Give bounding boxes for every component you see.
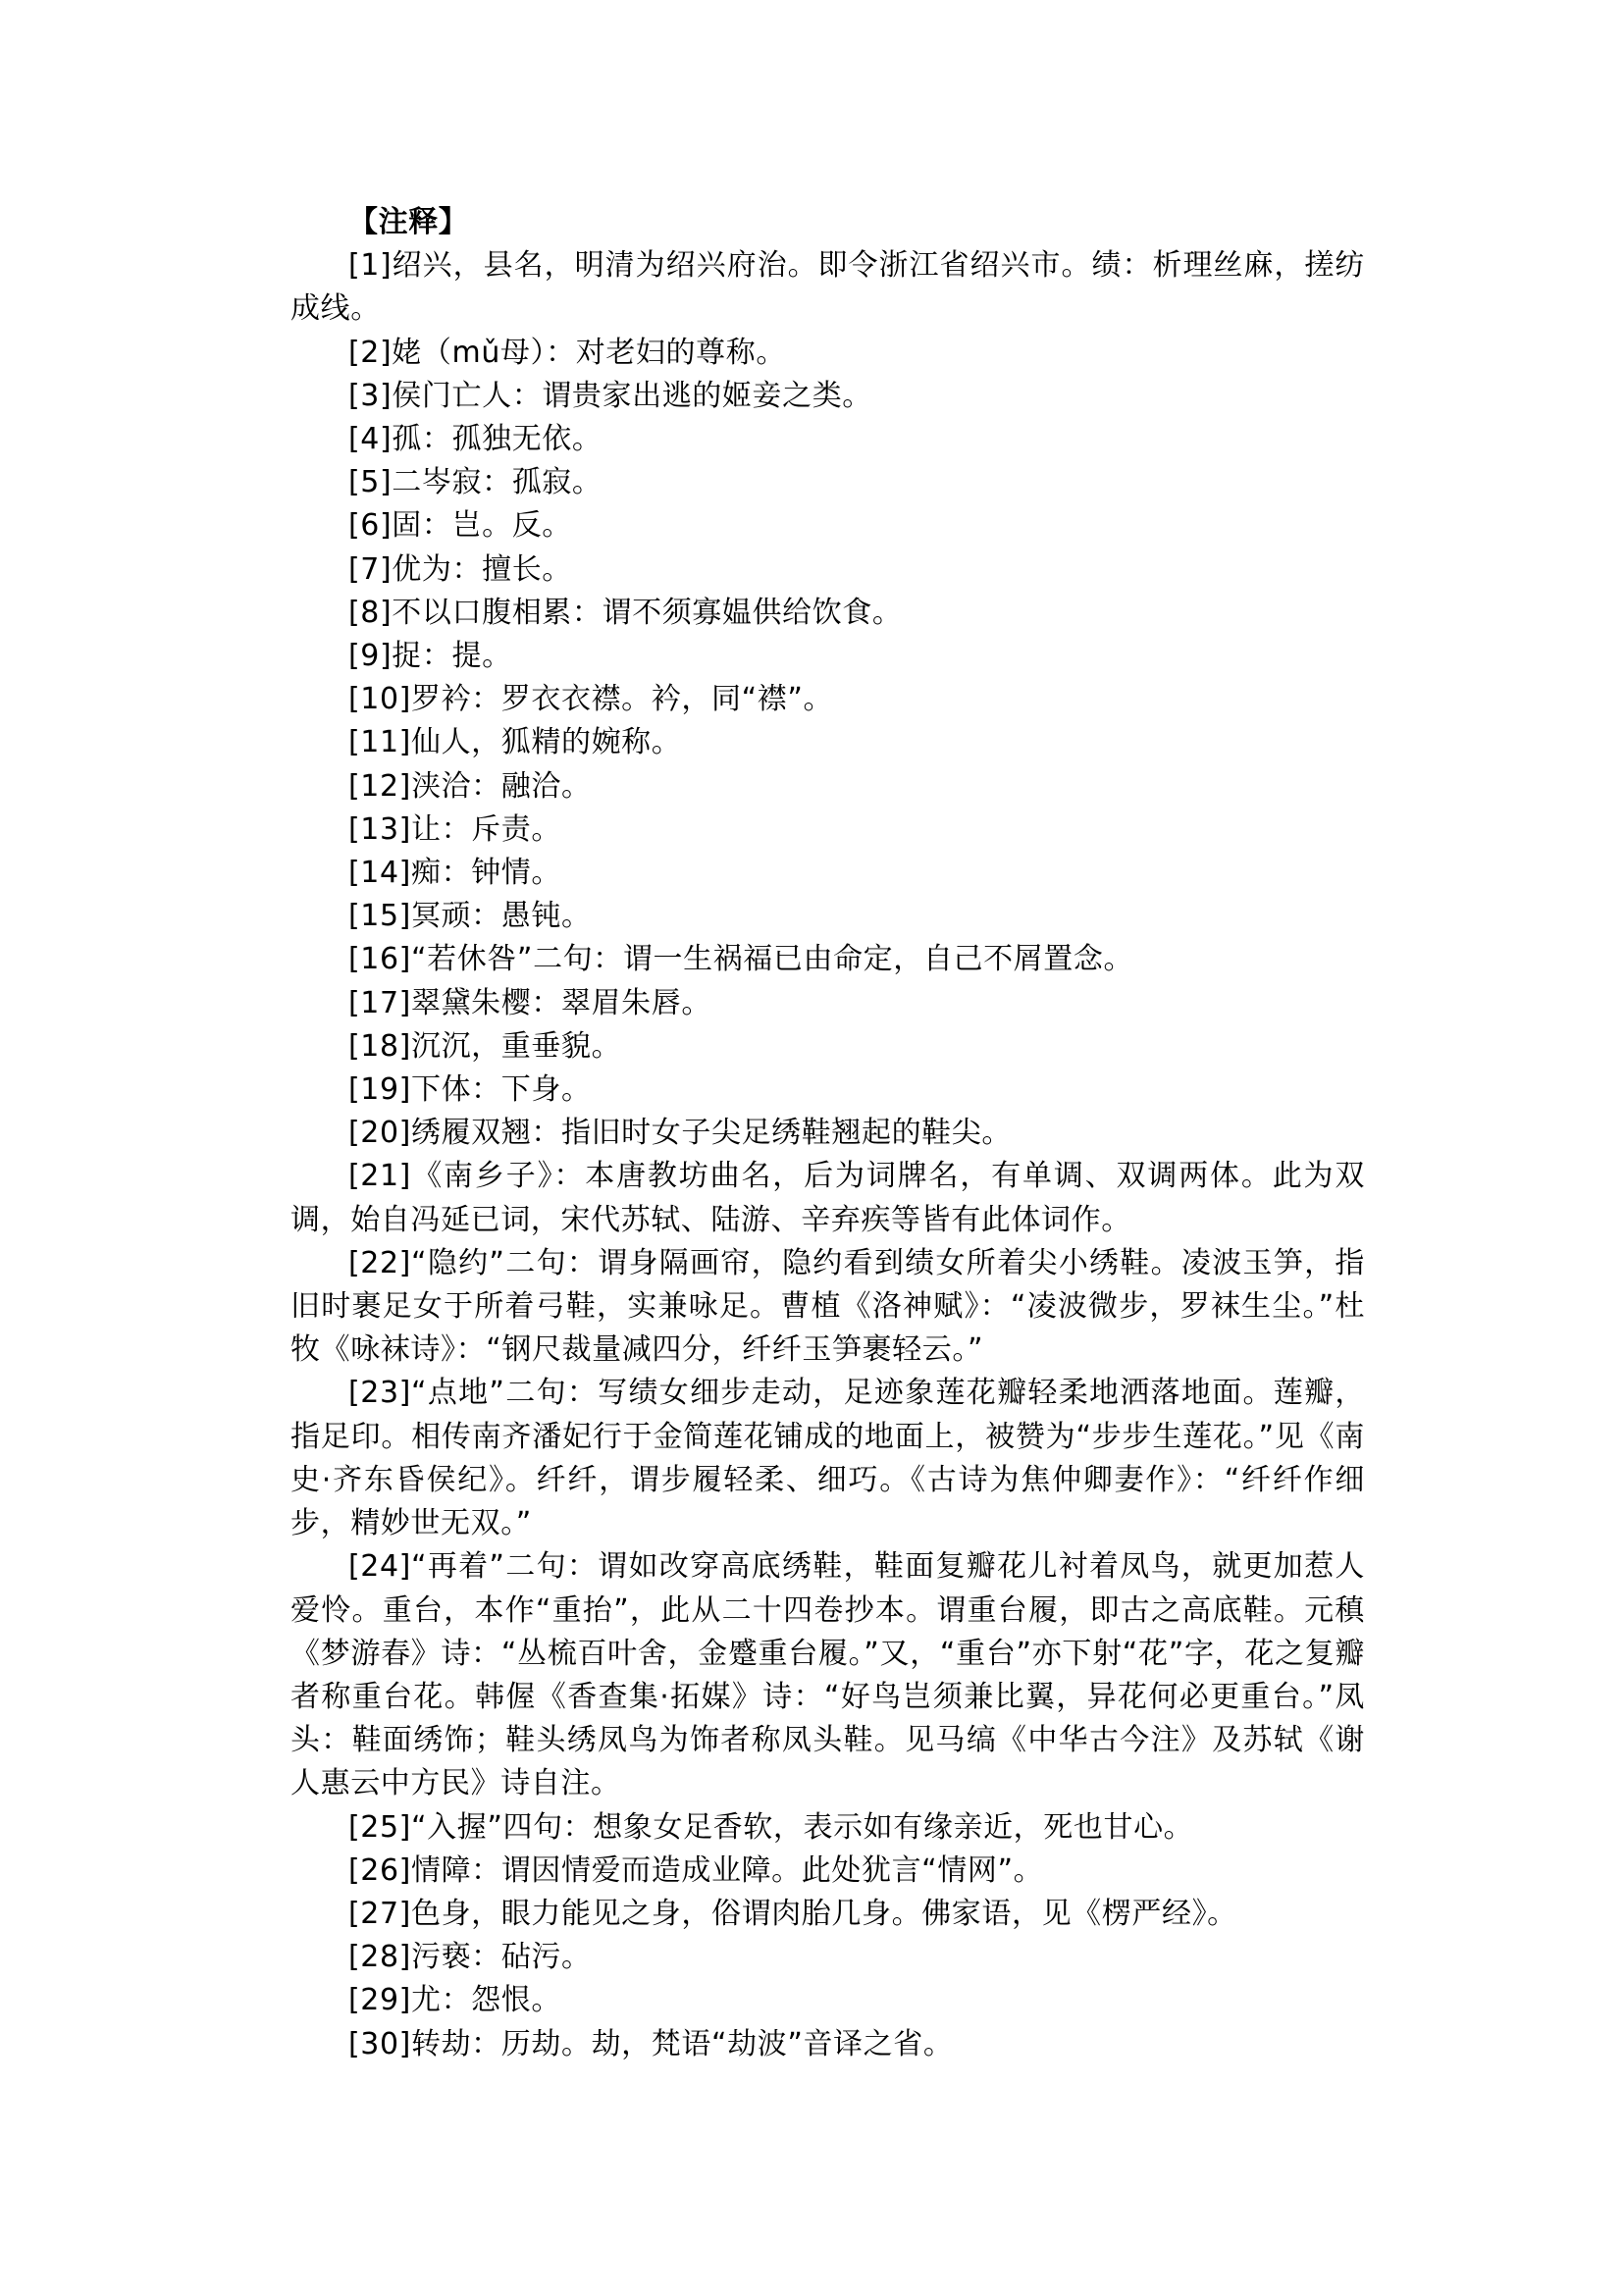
note-item: [25]“入握”四句：想象女足香软，表示如有缘亲近，死也甘心。 xyxy=(348,1809,1194,1845)
annotation-section xyxy=(290,201,1365,2066)
note-item: [20]绣履双翘：指旧时女子尖足绣鞋翘起的鞋尖。 xyxy=(348,1116,1012,1151)
note-item: [14]痴：钟情。 xyxy=(348,856,561,891)
note-item: [8]不以口腹相累：谓不须寡媪供给饮食。 xyxy=(348,595,903,630)
note-item: [2]姥（mǔ母）：对老妇的尊称。 xyxy=(348,335,786,370)
note-item: [24]“再着”二句：谓如改穿高底绣鞋，鞋面复瓣花儿衬着凤鸟，就更加惹人爱怜。重台，本作“重抬”，此从二十四卷抄本。谓重台履，即古之高底鞋。元稹《梦游春》诗：“丛梳百叶舍，金蹙重台履。”又，“重台”亦下射“花”字，花之复瓣者称重台花。韩偓《香查集·拓媒》诗：“好鸟岂须兼比翼，异花何必更重台。”凤头：鞋面绣饰；鞋头绣凤鸟为饰者称凤头鞋。见马缟《中华古今注》及苏轼《谢人惠云中方民》诗自注。 xyxy=(290,1549,1365,1801)
note-item: [15]冥顽：愚钝。 xyxy=(348,899,592,934)
note-item: [4]孤：孤独无依。 xyxy=(348,422,602,457)
note-item: [22]“隐约”二句：谓身隔画帘，隐约看到绩女所着尖小绣鞋。凌波玉笋，指旧时裹足女于所着弓鞋，实兼咏足。曹植《洛神赋》：“凌波微步，罗袜生尘。”杜牧《咏袜诗》：“钢尺裁量减四分，纤纤玉笋裹轻云。” xyxy=(290,1245,1365,1368)
note-item: [27]色身，眼力能见之身，俗谓肉胎几身。佛家语，见《楞严经》。 xyxy=(348,1896,1237,1931)
note-item: [21]《南乡子》：本唐教坊曲名，后为词牌名，有单调、双调两体。此为双调，始自冯延已词，宋代苏轼、陆游、辛弃疾等皆有此体词作。 xyxy=(290,1159,1365,1237)
note-item: [7]优为：擅长。 xyxy=(348,551,572,587)
note-item: [29]尤：怨恨。 xyxy=(348,1983,561,2018)
note-item: [10]罗衿：罗衣衣襟。衿，同“襟”。 xyxy=(348,682,834,717)
note-item: [23]“点地”二句：写绩女细步走动，足迹象莲花瓣轻柔地洒落地面。莲瓣，指足印。相传南齐潘妃行于金简莲花铺成的地面上，被赞为“步步生莲花。”见《南史·齐东昏侯纪》。纤纤，谓步履轻柔、细巧。《古诗为焦仲卿妻作》：“纤纤作细步，精妙世无双。” xyxy=(290,1376,1365,1541)
note-item: [1]绍兴，县名，明清为绍兴府治。即令浙江省绍兴市。绩：析理丝麻，搓纺成线。 xyxy=(290,248,1365,327)
note-item: [17]翠黛朱樱：翠眉朱唇。 xyxy=(348,985,711,1020)
note-item: [12]浃洽：融洽。 xyxy=(348,768,592,804)
note-item: [13]让：斥责。 xyxy=(348,811,561,847)
note-item: [6]固：岂。反。 xyxy=(348,508,572,544)
notes-list xyxy=(290,244,1365,2066)
section-heading: 【注释】 xyxy=(348,205,469,239)
note-item: [26]情障：谓因情爱而造成业障。此处犹言“情网”。 xyxy=(348,1852,1044,1888)
note-item: [30]转劫：历劫。劫，梵语“劫波”音译之省。 xyxy=(348,2026,954,2061)
note-item: [9]捉：提。 xyxy=(348,639,512,674)
note-item: [11]仙人，狐精的婉称。 xyxy=(348,725,682,760)
note-item: [16]“若休咎”二句：谓一生祸福已由命定，自己不屑置念。 xyxy=(348,942,1134,977)
note-item: [18]沉沉，重垂貌。 xyxy=(348,1028,622,1064)
note-item: [19]下体：下身。 xyxy=(348,1072,592,1108)
note-item: [28]污亵：砧污。 xyxy=(348,1940,592,1975)
note-item: [3]侯门亡人：谓贵家出逃的姬妾之类。 xyxy=(348,378,872,413)
note-item: [5]二岑寂：孤寂。 xyxy=(348,465,602,500)
